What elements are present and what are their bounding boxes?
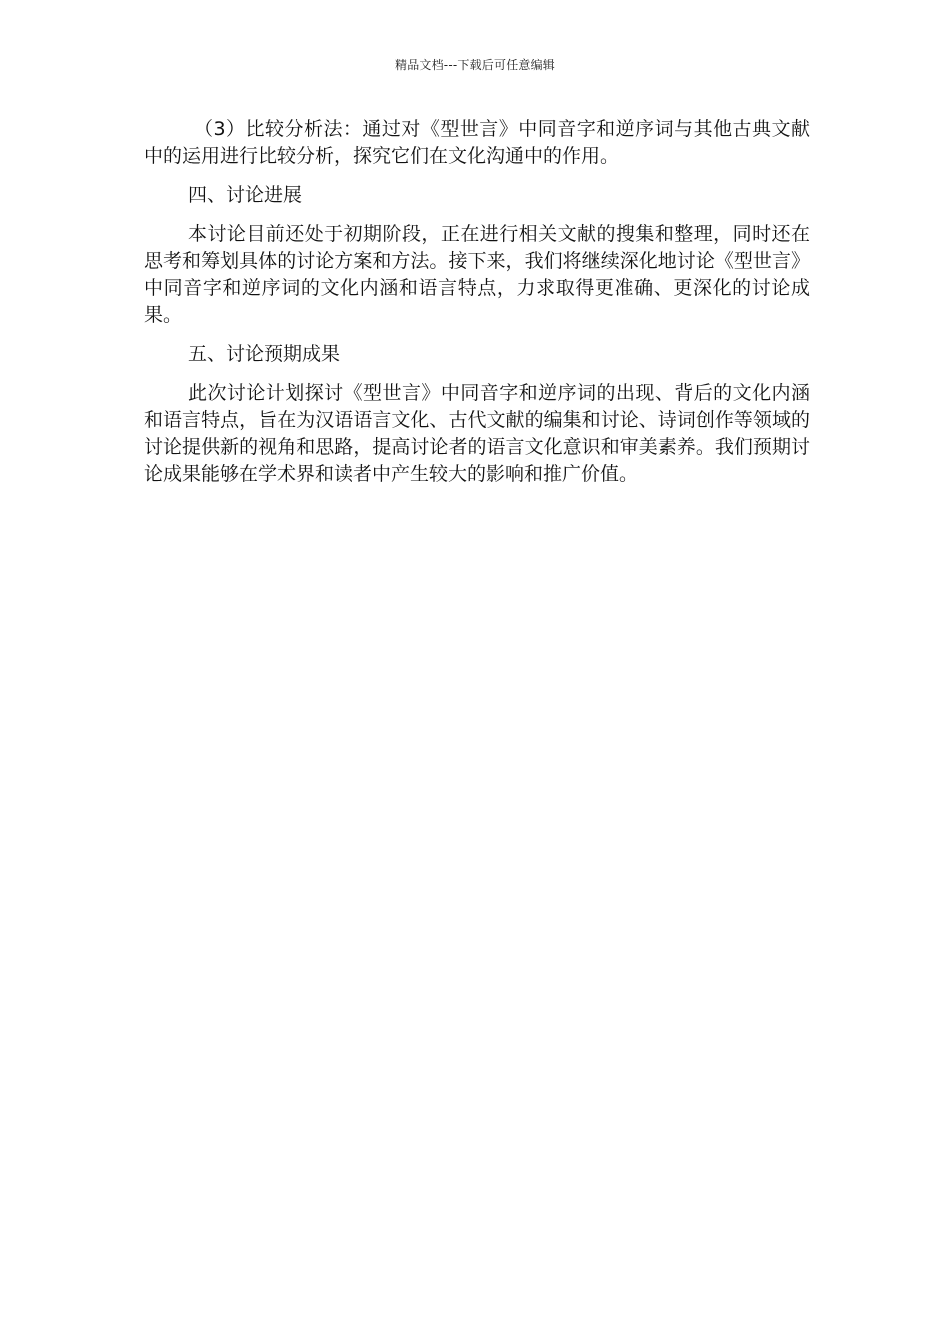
page-header: 精品文档---下载后可任意编辑 [395, 58, 555, 72]
section-4-paragraph: 本讨论目前还处于初期阶段，正在进行相关文献的搜集和整理，同时还在思考和筹划具体的讨论方案和方法。接下来，我们将继续深化地讨论《型世言》中同音字和逆序词的文化内涵和语言特点，力求取得更准确、更深化的讨论成果。 [144, 223, 810, 326]
method-3-paragraph: （3）比较分析法：通过对《型世言》中同音字和逆序词与其他古典文献中的运用进行比较分析，探究它们在文化沟通中的作用。 [144, 118, 810, 167]
section-5-heading: 五、讨论预期成果 [188, 343, 341, 365]
section-4-heading: 四、讨论进展 [188, 184, 303, 206]
document-body [144, 116, 810, 500]
section-5-paragraph: 此次讨论计划探讨《型世言》中同音字和逆序词的出现、背后的文化内涵和语言特点，旨在为汉语语言文化、古代文献的编集和讨论、诗词创作等领域的讨论提供新的视角和思路，提高讨论者的语言文化意识和审美素养。我们预期讨论成果能够在学术界和读者中产生较大的影响和推广价值。 [144, 382, 810, 485]
